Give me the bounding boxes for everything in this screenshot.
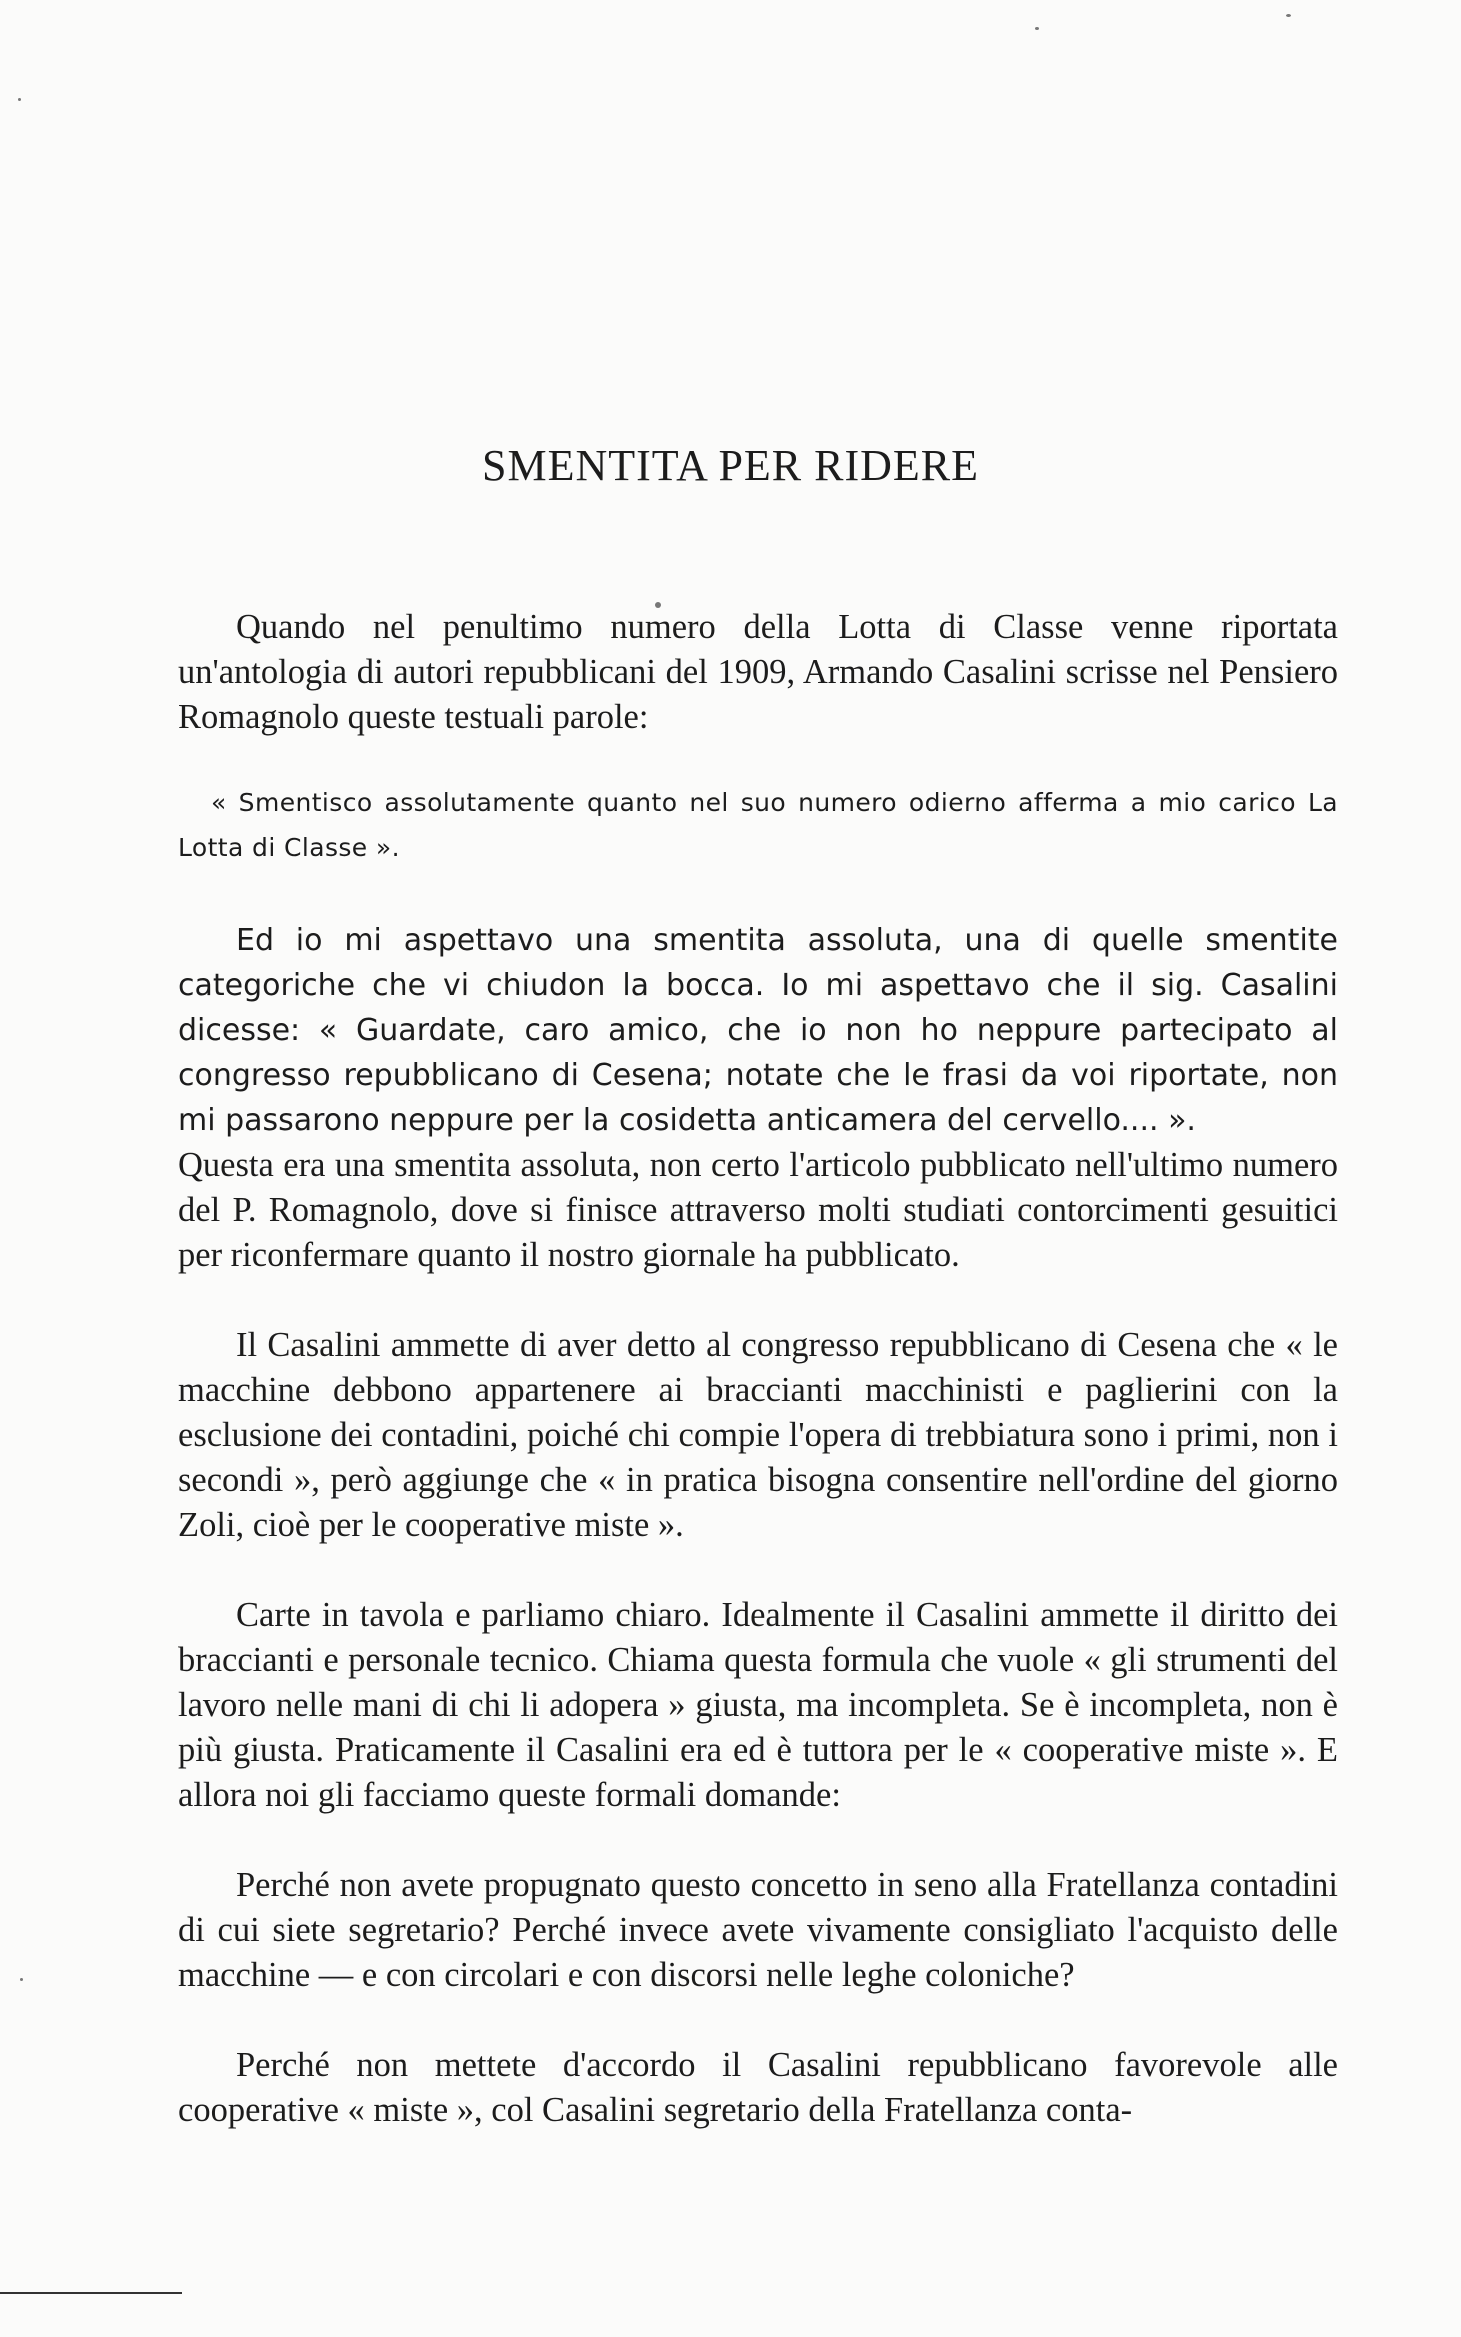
paragraph-text: Carte in tavola e parliamo chiaro. Idealmente il Casalini ammette il diritto dei braccianti e personale tecnico. Chiama questa formula che vuole « gli strumenti del lavoro nelle mani di chi li adopera » giusta, ma incompleta. Se è incompleta, non è più giusta. Praticamente il Casalini era ed è tuttora per le « cooperative miste ». E allora noi gli facciamo queste formali domande: bbox=[178, 1596, 1338, 1814]
scan-speck bbox=[18, 98, 21, 101]
quote-block bbox=[178, 780, 1338, 870]
paragraph-text: Perché non avete propugnato questo concetto in seno alla Fratellanza contadini di cui siete segretario? Perché invece avete vivamente consigliato l'acquisto delle macchine — e con circolari e con discorsi nelle leghe coloniche? bbox=[178, 1866, 1338, 1994]
paragraph-text: Il Casalini ammette di aver detto al congresso repubblicano di Cesena che « le macchine debbono appartenere ai braccianti macchinisti e paglierini con la esclusione dei contadini, poiché chi compie l'opera di trebbiatura sono i primi, non i secondi », però aggiunge che « in pratica bisogna consentire nell'ordine del giorno Zoli, cioè per le cooperative miste ». bbox=[178, 1326, 1338, 1544]
paragraph-2b bbox=[178, 1143, 1338, 1278]
scan-speck bbox=[20, 1978, 23, 1981]
paragraph-text: Perché non mettete d'accordo il Casalini repubblicano favorevole alle cooperative « miste », col Casalini segretario della Fratellanza conta- bbox=[178, 2046, 1338, 2129]
quote-text: « Smentisco assolutamente quanto nel suo numero odierno afferma a mio carico La Lotta di Classe ». bbox=[178, 788, 1338, 862]
paragraph-2 bbox=[178, 918, 1338, 1143]
footer-rule bbox=[0, 2292, 182, 2294]
scan-speck bbox=[1286, 14, 1291, 17]
paragraph-3 bbox=[178, 1323, 1338, 1548]
scan-speck bbox=[1035, 27, 1039, 30]
paragraph-text: Quando nel penultimo numero della Lotta di Classe venne riportata un'antologia di autori repubblicani del 1909, Armando Casalini scrisse nel Pensiero Romagnolo queste testuali parole: bbox=[178, 608, 1338, 736]
page-title: SMENTITA PER RIDERE bbox=[481, 441, 980, 490]
paragraph-4 bbox=[178, 1593, 1338, 1818]
paragraph-6 bbox=[178, 2043, 1338, 2133]
paragraph-text: Questa era una smentita assoluta, non certo l'articolo pubblicato nell'ultimo numero del P. Romagnolo, dove si finisce attraverso molti studiati contorcimenti gesuitici per riconfermare quanto il nostro giornale ha pubblicato. bbox=[178, 1146, 1338, 1274]
paragraph-5 bbox=[178, 1863, 1338, 1998]
paragraph-text: Ed io mi aspettavo una smentita assoluta, una di quelle smentite categoriche che vi chiudon la bocca. Io mi aspettavo che il sig. Casalini dicesse: « Guardate, caro amico, che io non ho neppure partecipato al congresso repubblicano di Cesena; notate che le frasi da voi riportate, non mi passarono neppure per la cosidetta anticamera del cervello.... ». bbox=[178, 923, 1338, 1138]
paragraph-1 bbox=[178, 605, 1338, 740]
scan-speck bbox=[655, 602, 661, 608]
